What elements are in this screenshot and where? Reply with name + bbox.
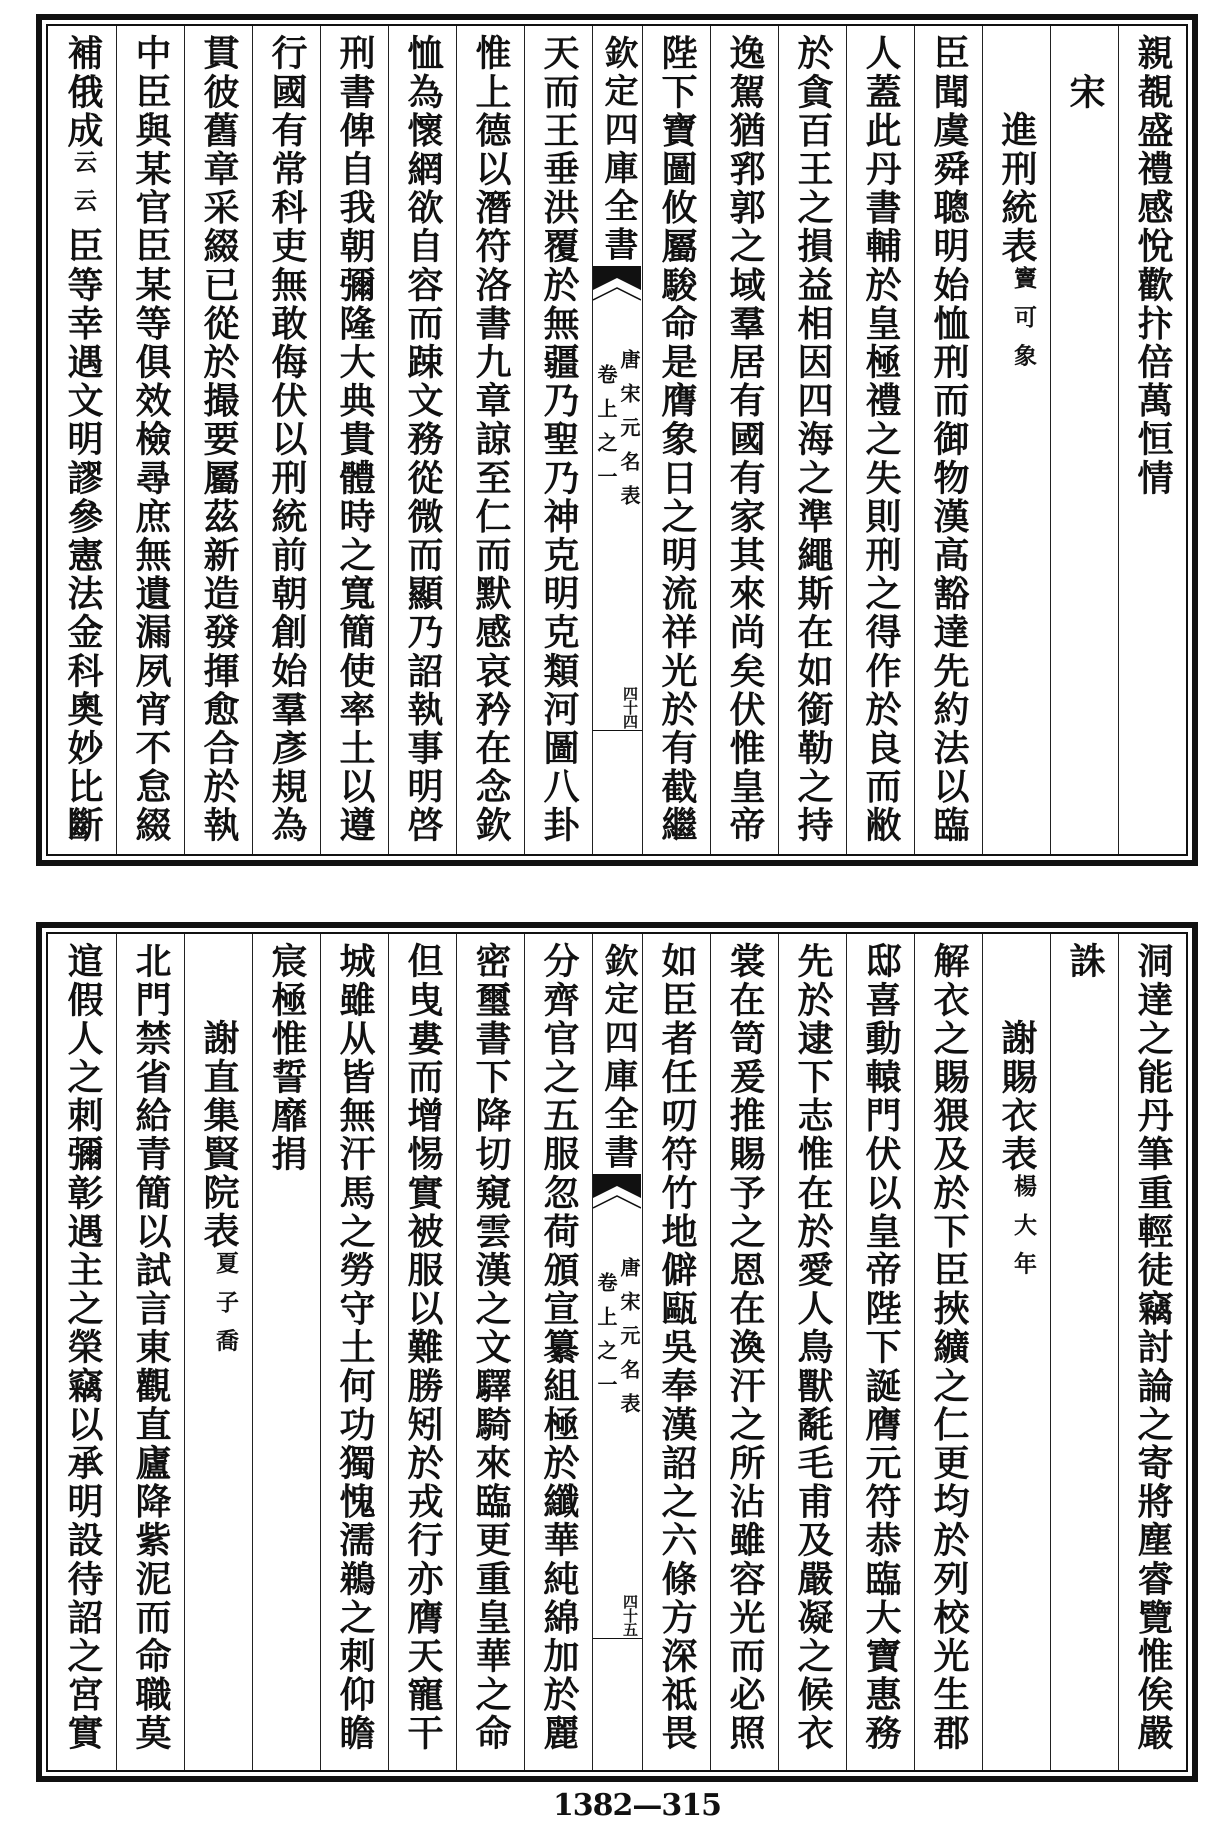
text-column — [642, 934, 710, 1770]
band-subtitle — [595, 1257, 640, 1427]
text-column — [1118, 934, 1186, 1770]
column-text: 陛下寶圖攸屬駿命是膺象日之明流祥光於有截繼 — [656, 34, 698, 845]
column-text: 補俄成 — [62, 34, 104, 150]
column-text: 天而王垂洪覆於無疆乃聖乃神克明克類河圖八卦 — [538, 34, 580, 845]
author-note: 夏子喬 — [212, 1250, 239, 1367]
text-column — [642, 26, 710, 854]
text-column — [184, 26, 252, 854]
column-text: 逭假人之刺彌彰遇主之榮竊以承明設待詔之宮實 — [62, 942, 104, 1753]
essay-title: 謝直集賢院表 — [198, 1019, 240, 1251]
text-column — [982, 934, 1050, 1770]
essay-title: 進刑統表 — [996, 111, 1038, 266]
text-column — [914, 26, 982, 854]
center-band — [592, 934, 642, 1770]
text-columns — [48, 26, 1186, 854]
band-rule — [593, 1638, 642, 1639]
text-column — [388, 934, 456, 1770]
abbreviation-note: 云 — [70, 149, 97, 189]
column-text: 恤為懷網欲自容而踈文務從微而顯乃詔執事明啓 — [402, 34, 444, 845]
fishtail-icon — [593, 1174, 641, 1216]
text-column — [456, 26, 524, 854]
column-text: 誅 — [1064, 942, 1106, 981]
column-text: 北門禁省給青簡以試言東觀直廬降紫泥而命職莫 — [130, 942, 172, 1753]
band-series-title: 欽定四庫全書 — [598, 35, 638, 265]
page-code: 1382—315 — [552, 1788, 722, 1823]
text-column — [48, 26, 116, 854]
author-note: 竇可象 — [1010, 265, 1037, 382]
text-column — [252, 26, 320, 854]
column-text: 先於逮下志惟在於愛人鳥獸氄毛甫及嚴凝之候衣 — [792, 942, 834, 1753]
band-series-title: 欽定四庫全書 — [598, 943, 638, 1173]
text-column — [524, 26, 592, 854]
panel-frame — [46, 932, 1188, 1772]
band-leaf-number: 四十五 — [621, 1594, 639, 1636]
panel-frame — [46, 24, 1188, 856]
band-rule — [593, 730, 642, 731]
column-text: 城雖从皆無汗馬之勞守土何功獨愧濡鵜之刺仰瞻 — [334, 942, 376, 1753]
band-work-title: 唐宋元名表 — [617, 349, 641, 519]
text-column — [1050, 934, 1118, 1770]
text-column — [252, 934, 320, 1770]
column-text: 親覩盛禮感悅歡抃倍萬恒情 — [1132, 34, 1174, 498]
column-text: 密璽書下降切窺雲漢之文驛騎來臨更重皇華之命 — [470, 942, 512, 1753]
page-panel-bottom — [36, 922, 1198, 1782]
column-text: 臣聞虞舜聰明始恤刑而御物漢高豁達先約法以臨 — [928, 34, 970, 845]
text-column — [48, 934, 116, 1770]
abbreviation-note: 云 — [70, 188, 97, 228]
page-panel-top — [36, 14, 1198, 866]
text-columns — [48, 934, 1186, 1770]
text-column — [778, 26, 846, 854]
text-column — [778, 934, 846, 1770]
band-chapter: 卷上之一 — [594, 364, 618, 500]
text-column — [846, 26, 914, 854]
text-column — [116, 26, 184, 854]
column-text: 惟上德以潛符洛書九章諒至仁而默感哀矜在念欽 — [470, 34, 512, 845]
column-text: 宸極惟誓靡捐 — [266, 942, 308, 1174]
column-text: 刑書俾自我朝彌隆大典貴體時之寬簡使率土以遵 — [334, 34, 376, 845]
band-work-title: 唐宋元名表 — [617, 1257, 641, 1427]
column-text: 邸喜動轅門伏以皇帝陛下誕膺元符恭臨大寶惠務 — [860, 942, 902, 1753]
text-column — [914, 934, 982, 1770]
text-column — [456, 934, 524, 1770]
band-subtitle — [595, 349, 640, 519]
text-column — [184, 934, 252, 1770]
column-text: 逸駕猶郛郭之域羣居有國有家其來尚矣伏惟皇帝 — [724, 34, 766, 845]
author-note: 楊大年 — [1010, 1173, 1037, 1290]
band-chapter: 卷上之一 — [594, 1272, 618, 1408]
text-column — [982, 26, 1050, 854]
text-column — [1118, 26, 1186, 854]
column-text: 中臣與某官臣某等俱效檢尋庶無遺漏夙宵不怠綴 — [130, 34, 172, 845]
text-column — [710, 934, 778, 1770]
text-column — [1050, 26, 1118, 854]
text-column — [846, 934, 914, 1770]
fishtail-icon — [593, 266, 641, 308]
column-text: 洞達之能丹筆重輕徒竊討論之寄將塵睿覽惟俟嚴 — [1132, 942, 1174, 1753]
band-leaf-number: 四十四 — [621, 686, 639, 728]
column-text: 分齊官之五服忽荷頒宣纂組極於纖華純綿加於麗 — [538, 942, 580, 1753]
column-text: 貫彼舊章采綴已從於撮要屬茲新造發揮愈合於執 — [198, 34, 240, 845]
column-text: 於貪百王之損益相因四海之準繩斯在如銜勒之持 — [792, 34, 834, 845]
dynasty-heading: 宋 — [1064, 72, 1106, 112]
text-column — [388, 26, 456, 854]
column-text: 如臣者任叨符竹地僻甌吳奉漢詔之六條方深祗畏 — [656, 942, 698, 1753]
text-column — [116, 934, 184, 1770]
text-column — [320, 934, 388, 1770]
column-text: 人蓋此丹書輔於皇極禮之失則刑之得作於良而敝 — [860, 34, 902, 845]
column-text: 但曳婁而增惕實被服以難勝矧於戎行亦膺天寵干 — [402, 942, 444, 1753]
column-text: 解衣之賜猥及於下臣挾纊之仁更均於列校光生郡 — [928, 942, 970, 1753]
text-column — [524, 934, 592, 1770]
column-text: 裳在笥爰推賜予之恩在渙汗之所沾雖容光而必照 — [724, 942, 766, 1753]
center-band — [592, 26, 642, 854]
text-column — [710, 26, 778, 854]
essay-title: 謝賜衣表 — [996, 1019, 1038, 1174]
column-text: 臣等幸遇文明謬參憲法金科奧妙比斷 — [62, 227, 104, 845]
text-column — [320, 26, 388, 854]
column-text: 行國有常科吏無敢侮伏以刑統前朝創始羣彥規為 — [266, 34, 308, 845]
